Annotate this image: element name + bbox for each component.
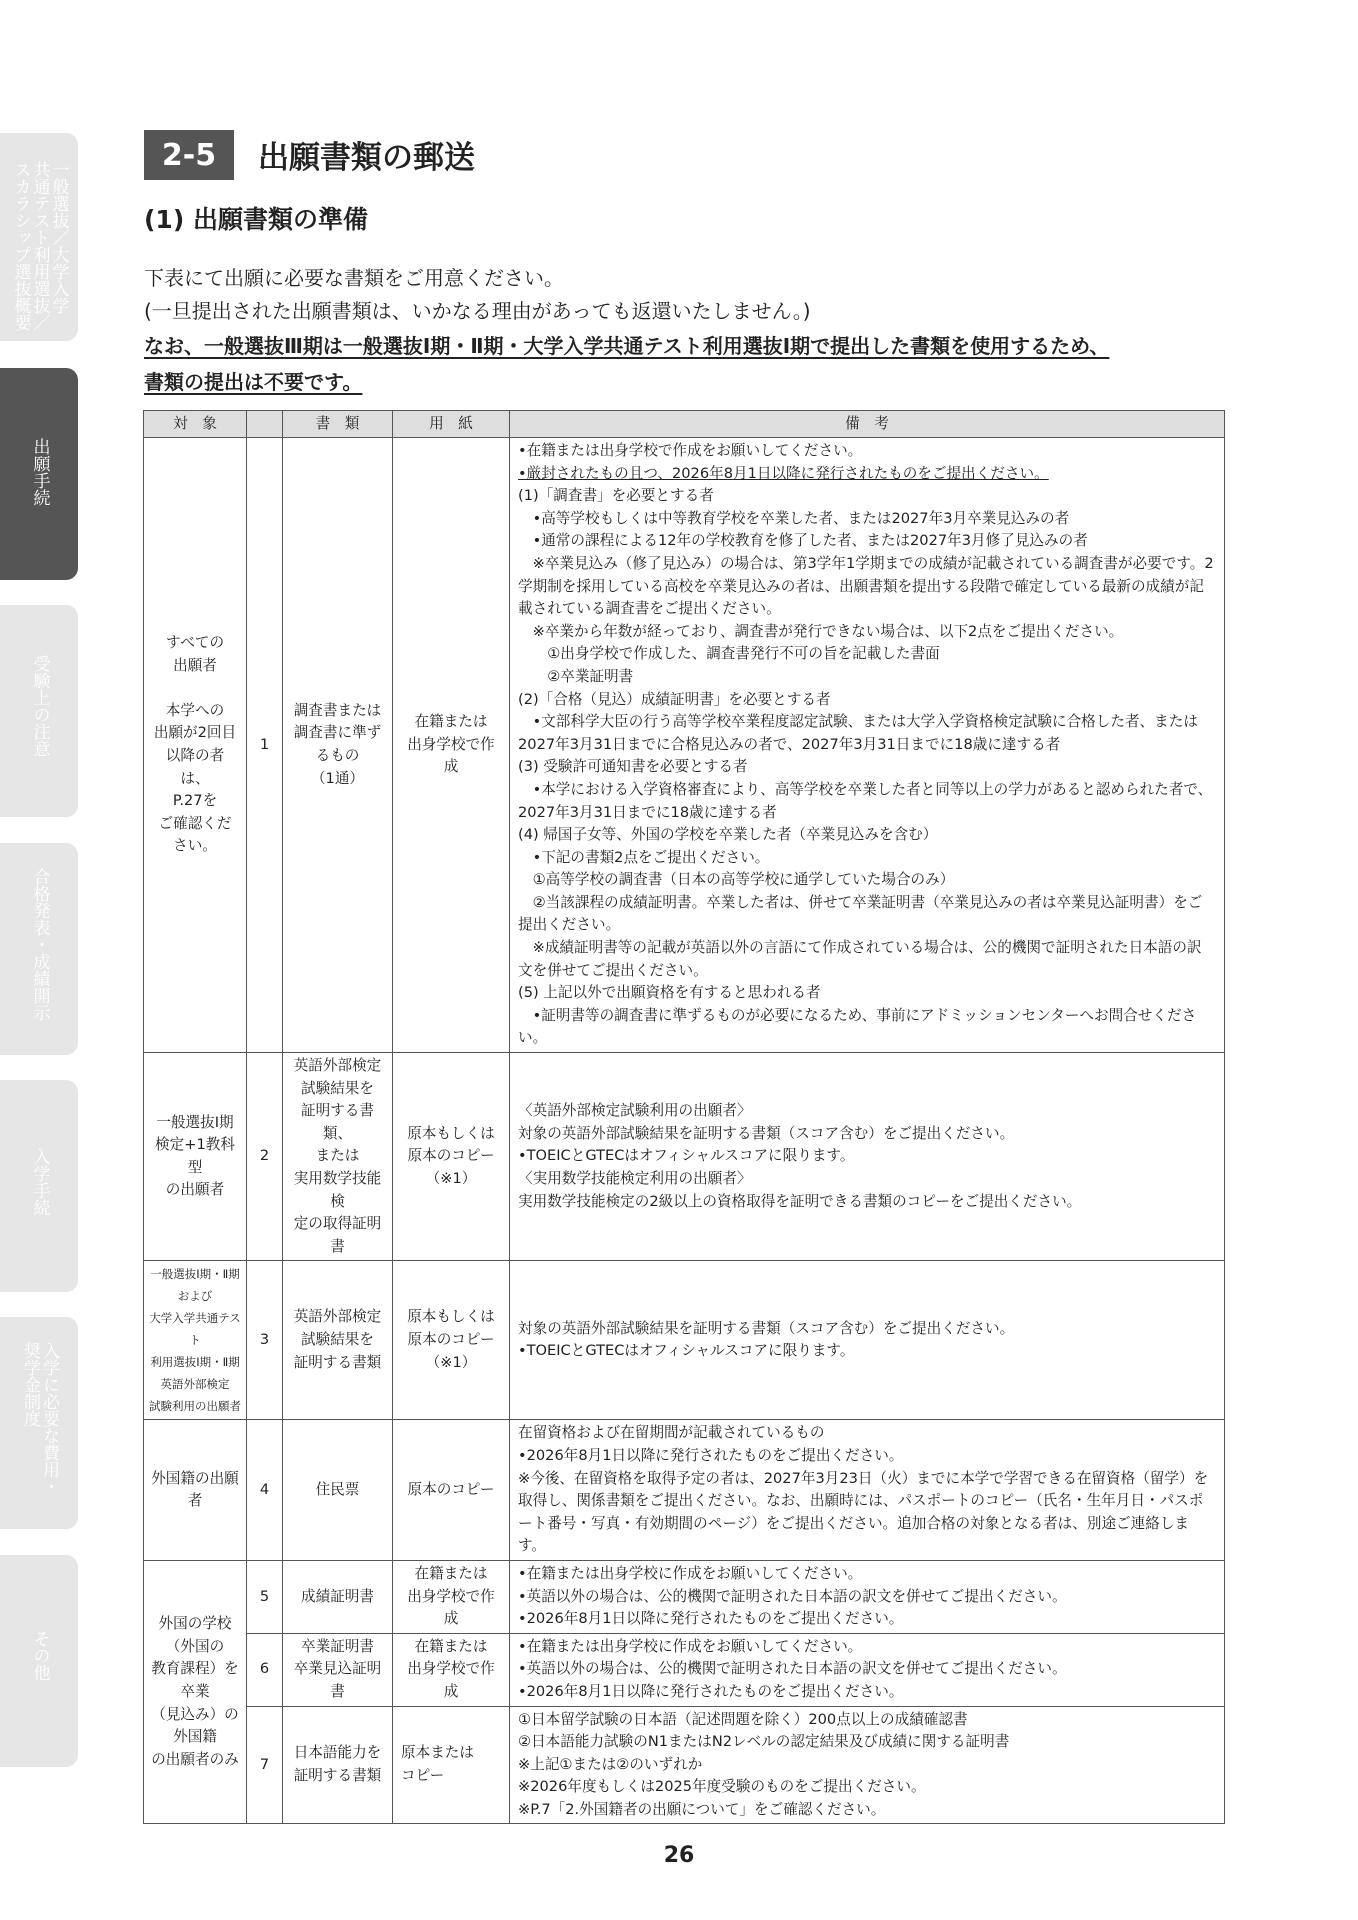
header-paper: 用 紙 <box>393 411 510 438</box>
cell-notes <box>510 1261 1225 1420</box>
note-line: ※上記①または②のいずれか <box>518 1755 703 1773</box>
cell-target: 一般選抜Ⅰ期・Ⅱ期 および 大学入学共通テスト 利用選抜Ⅰ期・Ⅱ期 英語外部検定 試験利用の出願者 <box>144 1261 247 1420</box>
cell-target: 外国の学校（外国の 教育課程）を卒業 （見込み）の外国籍 の出願者のみ <box>144 1560 247 1824</box>
header-notes: 備 考 <box>510 411 1225 438</box>
cell-no: 2 <box>247 1053 283 1261</box>
cell-document: 英語外部検定 試験結果を 証明する書類、 または 実用数学技能検 定の取得証明書 <box>283 1053 393 1261</box>
side-tab-application[interactable] <box>0 368 78 580</box>
cell-paper: 在籍または 出身学校で作成 <box>393 1560 510 1633</box>
note-line: (3) 受験許可通知書を必要とする者 <box>518 758 748 776</box>
table-row <box>144 1706 1225 1824</box>
cell-target: 外国籍の出願者 <box>144 1420 247 1561</box>
note-line: (5) 上記以外で出願資格を有すると思われる者 <box>518 984 821 1002</box>
side-tab-fees[interactable] <box>0 1317 78 1529</box>
header-document: 書 類 <box>283 411 393 438</box>
table-row <box>144 1420 1225 1561</box>
intro-line-3: なお、一般選抜Ⅲ期は一般選抜Ⅰ期・Ⅱ期・大学入学共通テスト利用選抜Ⅰ期で提出した書類を使用するため、 <box>144 334 1110 358</box>
note-line: •文部科学大臣の行う高等学校卒業程度認定試験、または大学入学資格検定試験に合格した者、または2027年3月31日までに合格見込みの者で、2027年3月31日までに18歳に達する者 <box>518 713 1198 753</box>
table-row <box>144 1261 1225 1420</box>
note-line: ①出身学校で作成した、調査書発行不可の旨を記載した書面 <box>518 645 940 663</box>
note-line: ※今後、在留資格を取得予定の者は、2027年3月23日（火）までに本学で学習できる在留資格（留学）を取得し、関係書類をご提出ください。なお、出願時には、パスポートのコピー（氏名・生年月日・パスポート番号・写真・有効期間のページ）をご提出ください。追加合格の対象となる者は、別途ご連絡します。 <box>518 1469 1209 1555</box>
header-target: 対 象 <box>144 411 247 438</box>
table-row <box>144 1560 1225 1633</box>
cell-document: 日本語能力を 証明する書類 <box>283 1706 393 1824</box>
side-tab-label: 入学手続 <box>29 1148 50 1216</box>
note-line: ※卒業見込み（修了見込み）の場合は、第3学年1学期までの成績が記載されている調査書が必要です。2学期制を採用している高校を卒業見込みの者は、出願書類を提出する段階で確定している最新の成績が記載されている調査書をご提出ください。 <box>518 554 1214 618</box>
cell-target: すべての 出願者 本学への 出願が2回目 以降の者は、 P.27を ご確認ください。 <box>144 438 247 1053</box>
side-tab-enrollment[interactable] <box>0 1080 78 1292</box>
note-line: •本学における入学資格審査により、高等学校を卒業した者と同等以上の学力があると認められた者で、2027年3月31日までに18歳に達する者 <box>518 780 1213 821</box>
cell-notes <box>510 1560 1225 1633</box>
cell-document: 調査書または 調査書に準ず るもの （1通） <box>283 438 393 1053</box>
note-line: •高等学校もしくは中等教育学校を卒業した者、または2027年3月卒業見込みの者 <box>518 509 1070 527</box>
note-line: ※P.7「2.外国籍者の出願について」をご確認ください。 <box>518 1800 886 1818</box>
cell-document: 住民票 <box>283 1420 393 1561</box>
cell-no: 1 <box>247 438 283 1053</box>
note-line: •下記の書類2点をご提出ください。 <box>518 848 770 866</box>
note-line: •2026年8月1日以降に発行されたものをご提出ください。 <box>518 1682 904 1700</box>
note-line: (2)「合格（見込）成績証明書」を必要とする者 <box>518 690 831 708</box>
side-tab-label: 受験上の注意 <box>29 655 50 757</box>
note-line: ②卒業証明書 <box>518 667 634 685</box>
table-row <box>144 1053 1225 1261</box>
cell-notes <box>510 438 1225 1053</box>
note-line: ※2026年度もしくは2025年度受験のものをご提出ください。 <box>518 1778 926 1796</box>
cell-notes <box>510 1420 1225 1561</box>
side-tab-label: 一般選抜／大学入学 共通テスト利用選抜／ スカラシップ選抜概要 <box>10 161 69 331</box>
side-tab-label: 合格発表・成績開示 <box>29 868 50 1021</box>
side-tab-results[interactable] <box>0 843 78 1055</box>
table-row <box>144 1633 1225 1706</box>
note-line: ※卒業から年数が経っており、調査書が発行できない場合は、以下2点をご提出ください。 <box>518 622 1124 640</box>
note-line: •2026年8月1日以降に発行されたものをご提出ください。 <box>518 1610 904 1628</box>
cell-no: 7 <box>247 1706 283 1824</box>
side-tab-label: 出願手続 <box>29 438 50 506</box>
note-line: 対象の英語外部試験結果を証明する書類（スコア含む）をご提出ください。 <box>518 1124 1015 1142</box>
cell-no: 3 <box>247 1261 283 1420</box>
table-row <box>144 438 1225 1053</box>
note-line: •在籍または出身学校で作成をお願いしてください。 <box>518 442 863 459</box>
intro-line-1: 下表にて出願に必要な書類をご用意ください。 <box>144 266 564 290</box>
subsection-title: (1) 出願書類の準備 <box>144 205 368 234</box>
cell-paper: 原本もしくは 原本のコピー （※1） <box>393 1261 510 1420</box>
note-line: •2026年8月1日以降に発行されたものをご提出ください。 <box>518 1446 904 1464</box>
side-tab-overview[interactable] <box>0 133 78 341</box>
note-line: ②日本語能力試験のN1またはN2レベルの認定結果及び成績に関する証明書 <box>518 1733 1010 1751</box>
documents-table <box>143 410 1225 1824</box>
note-line: 在留資格および在留期間が記載されているもの <box>518 1424 825 1442</box>
note-line: •英語以外の場合は、公的機関で証明された日本語の訳文を併せてご提出ください。 <box>518 1587 1067 1605</box>
note-line: •英語以外の場合は、公的機関で証明された日本語の訳文を併せてご提出ください。 <box>518 1660 1067 1678</box>
note-line: ②当該課程の成績証明書。卒業した者は、併せて卒業証明書（卒業見込みの者は卒業見込証明書）をご提出ください。 <box>518 893 1203 934</box>
note-line: 〈実用数学技能検定利用の出願者〉 <box>518 1170 752 1187</box>
cell-notes <box>510 1053 1225 1261</box>
page-number: 26 <box>663 1843 695 1868</box>
cell-no: 6 <box>247 1633 283 1706</box>
cell-document: 卒業証明書 卒業見込証明書 <box>283 1633 393 1706</box>
intro-line-2: (一旦提出された出願書類は、いかなる理由があっても返還いたしません。) <box>144 299 811 323</box>
note-line: 実用数学技能検定の2級以上の資格取得を証明できる書類のコピーをご提出ください。 <box>518 1192 1082 1210</box>
table-header-row <box>144 411 1225 438</box>
note-line: 対象の英語外部試験結果を証明する書類（スコア含む）をご提出ください。 <box>518 1319 1015 1337</box>
section-number: 2-5 <box>144 130 234 180</box>
cell-no: 5 <box>247 1560 283 1633</box>
note-line: •TOEICとGTECはオフィシャルスコアに限ります。 <box>518 1147 855 1165</box>
cell-paper: 原本もしくは 原本のコピー （※1） <box>393 1053 510 1261</box>
section-title: 出願書類の郵送 <box>258 140 475 176</box>
cell-paper: 原本のコピー <box>393 1420 510 1561</box>
note-line: (1)「調査書」を必要とする者 <box>518 487 714 505</box>
note-line: ※成績証明書等の記載が英語以外の言語にて作成されている場合は、公的機関で証明された日本語の訳文を併せてご提出ください。 <box>518 939 1202 979</box>
intro-line-4: 書類の提出は不要です。 <box>144 370 363 394</box>
note-line: ①日本留学試験の日本語（記述問題を除く）200点以上の成績確認書 <box>518 1710 968 1728</box>
cell-notes <box>510 1706 1225 1824</box>
cell-paper: 在籍または 出身学校で作成 <box>393 1633 510 1706</box>
cell-paper: 原本または コピー <box>393 1706 510 1824</box>
cell-target: 一般選抜Ⅰ期 検定+1教科型 の出願者 <box>144 1053 247 1261</box>
side-tab-other[interactable] <box>0 1555 78 1767</box>
note-line: •在籍または出身学校に作成をお願いしてください。 <box>518 1637 863 1655</box>
note-line: •通常の課程による12年の学校教育を修了した者、または2027年3月修了見込みの者 <box>518 532 1088 550</box>
note-line: (4) 帰国子女等、外国の学校を卒業した者（卒業見込みを含む） <box>518 826 938 844</box>
header-no <box>247 411 283 438</box>
cell-document: 成績証明書 <box>283 1560 393 1633</box>
note-line: •在籍または出身学校に作成をお願いしてください。 <box>518 1564 863 1582</box>
note-line: •厳封されたもの且つ、2026年8月1日以降に発行されたものをご提出ください。 <box>518 464 1049 482</box>
note-line: •証明書等の調査書に準ずるものが必要になるため、事前にアドミッションセンターへお問合せください。 <box>518 1006 1197 1047</box>
note-line: •TOEICとGTECはオフィシャルスコアに限ります。 <box>518 1342 855 1360</box>
cell-no: 4 <box>247 1420 283 1561</box>
note-line: 〈英語外部検定試験利用の出願者〉 <box>518 1102 752 1120</box>
cell-notes <box>510 1633 1225 1706</box>
note-line: ①高等学校の調査書（日本の高等学校に通学していた場合のみ） <box>518 871 955 889</box>
cell-document: 英語外部検定 試験結果を 証明する書類 <box>283 1261 393 1420</box>
side-tab-exam-notes[interactable] <box>0 605 78 817</box>
side-tab-label: 入学に必要な費用・ 奨学金制度 <box>20 1342 59 1495</box>
cell-paper: 在籍または 出身学校で作成 <box>393 438 510 1053</box>
side-tab-label: その他 <box>29 1630 50 1681</box>
